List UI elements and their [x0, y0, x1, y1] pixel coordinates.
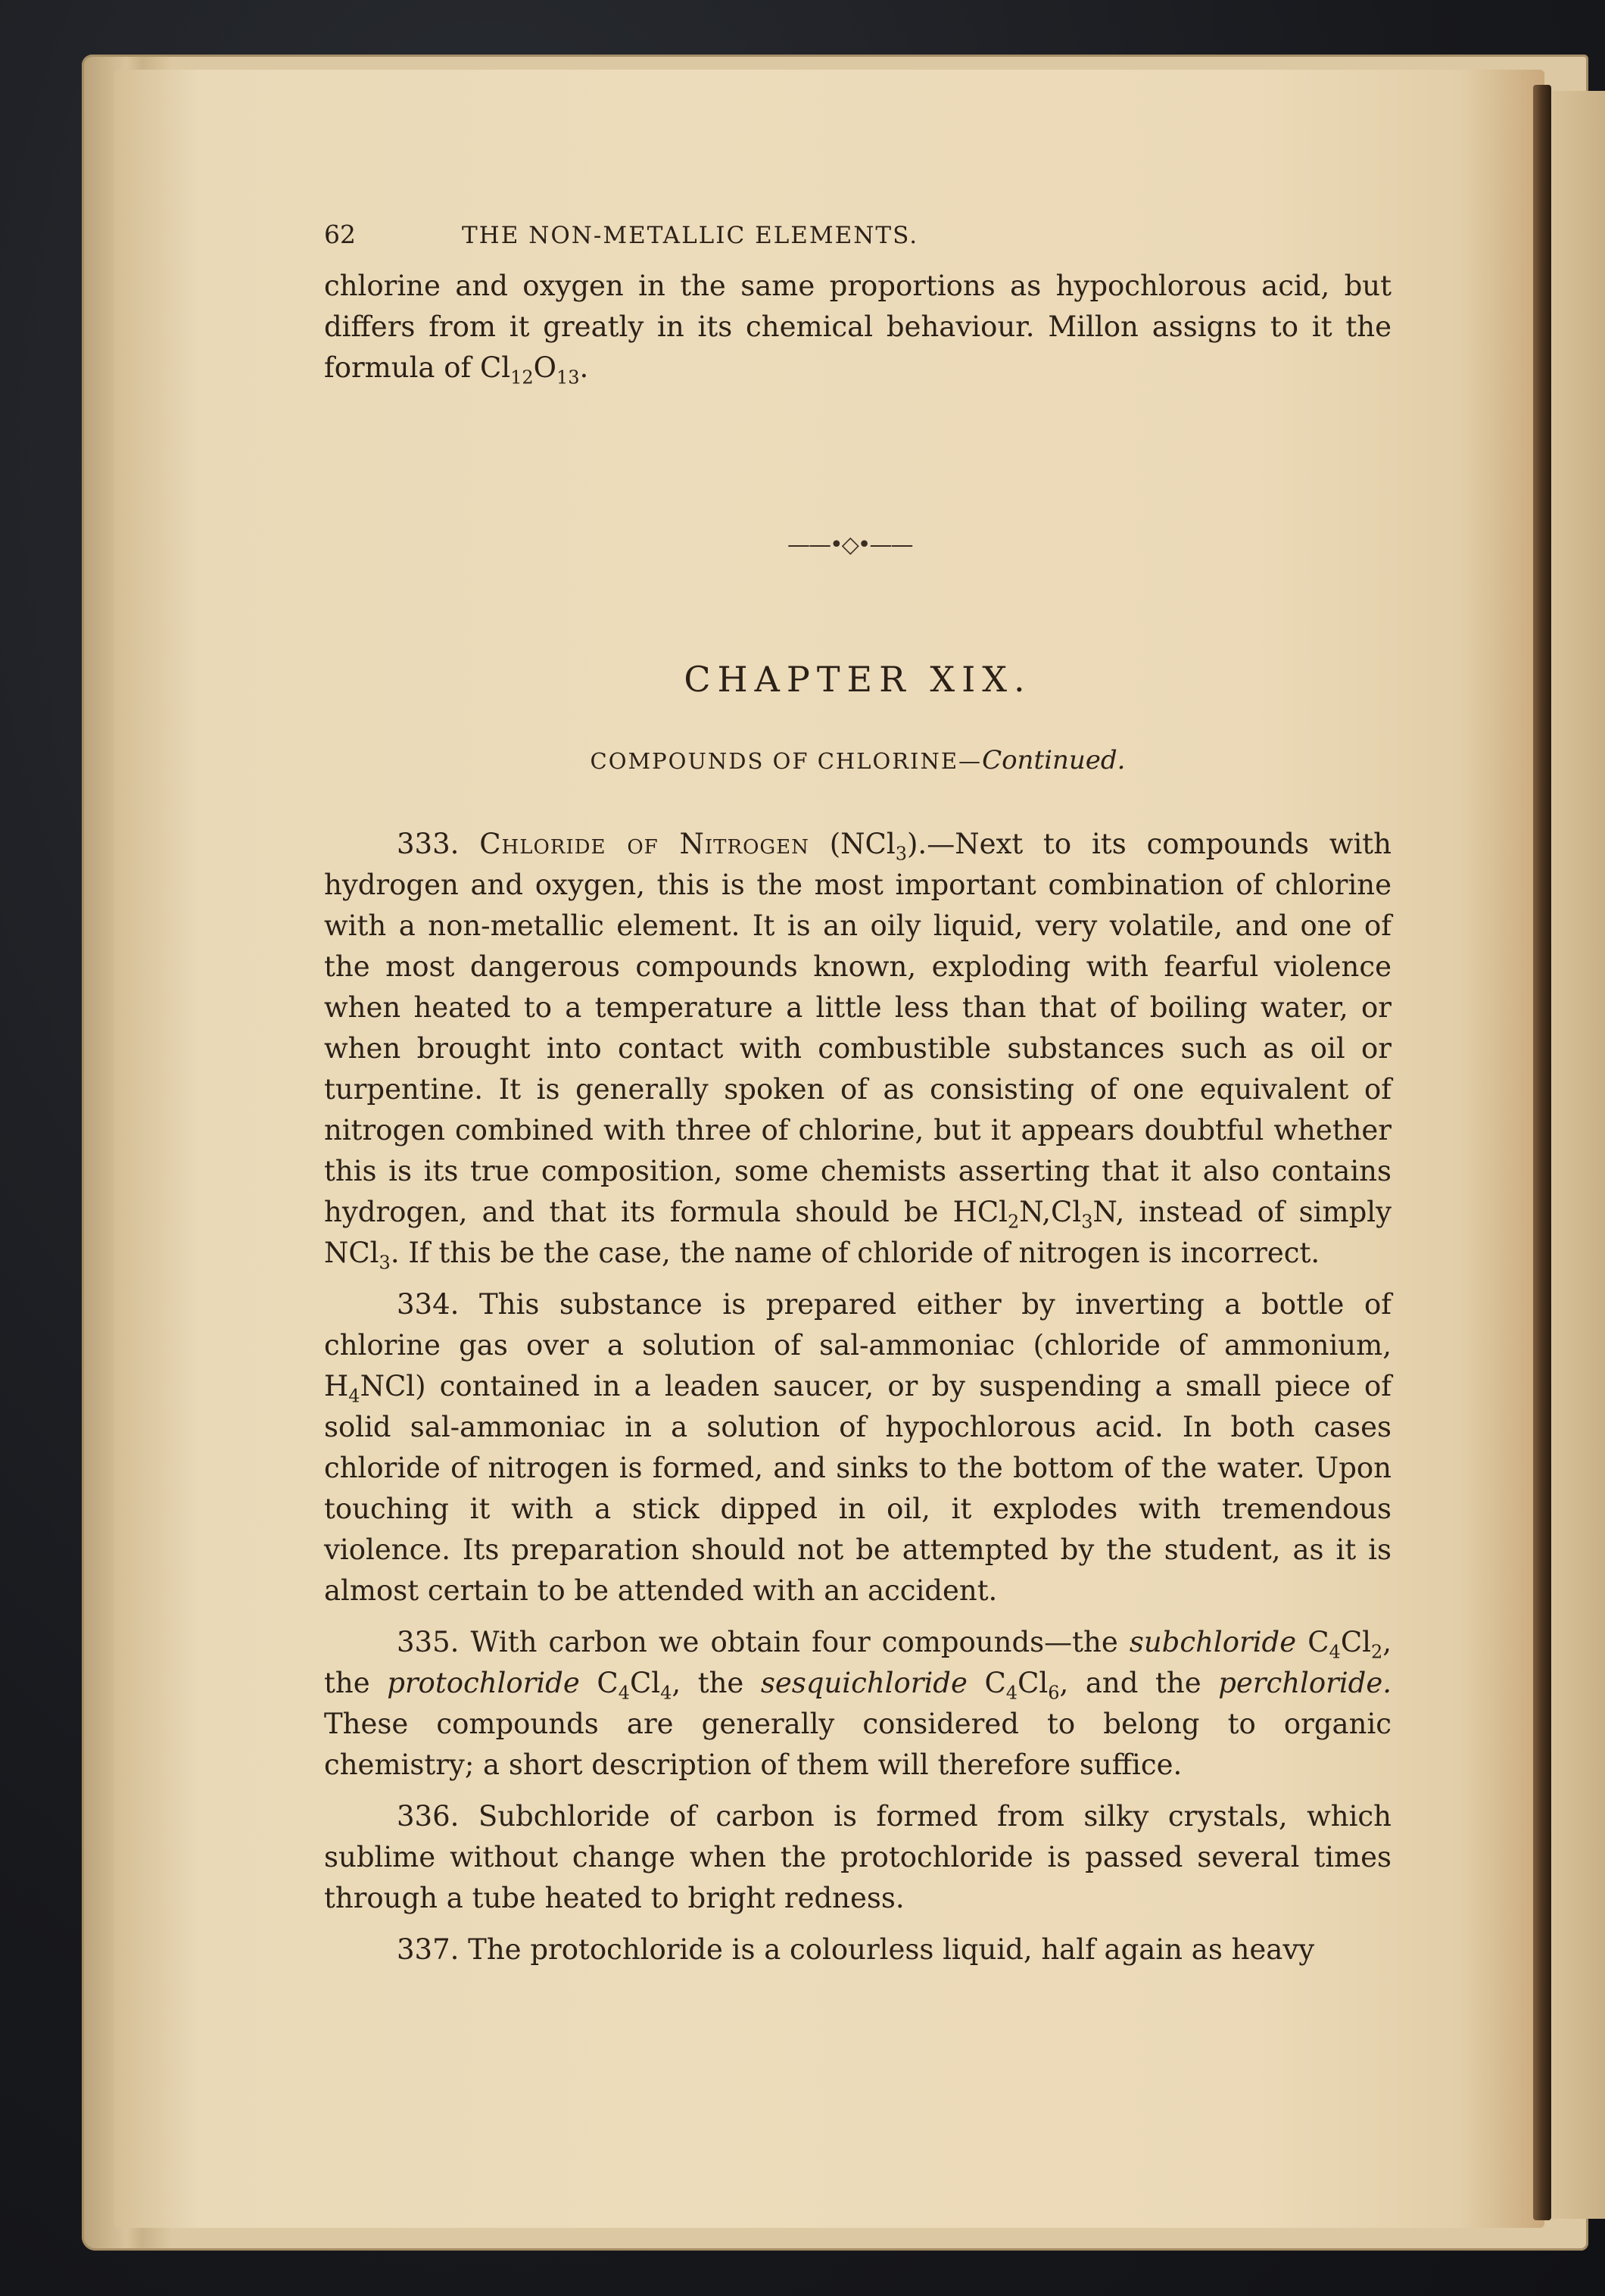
paragraph-334: 334. This substance is prepared either by inverting a bottle of chlorine gas over a solution of sal-ammoniac (chloride of ammonium, $H_4NCl$) contained in a leaden saucer, or by suspending a small piece of solid sal-ammoniac in a solution of hypochlorous acid. In both cases chloride of nitrogen is formed, and sinks to the bottom of the water. Upon touching it with a stick dipped in oil, it explodes with tremendous violence. Its preparation should not be attempted by the student, as it is almost certain to be attended with an accident.: [324, 1288, 1392, 1607]
paragraph-336: 336. Subchloride of carbon is formed from silky crystals, which sublime without change when the protochloride is passed several times through a tube heated to bright redness.: [324, 1800, 1392, 1914]
section-heading: Chloride of Nitrogen: [479, 828, 809, 860]
running-title: THE NON-METALLIC ELEMENTS.: [462, 222, 919, 249]
page-top: [324, 220, 1392, 388]
paragraph-333: 333. Chloride of Nitrogen (NCl$_3$).—Next to its compounds with hydrogen and oxygen, this is the most important combination of chlorine with a non-metallic element. It is an oily liquid, very volatile, and one of the most dangerous compounds known, exploding with fearful violence when heated to a temperature a little less than that of boiling water, or when brought into contact with combustible substances such as oil or turpentine. It is generally spoken of as consisting of one equivalent of nitrogen combined with three of chlorine, but it appears doubtful whether this is its true composition, some chemists asserting that it also contains hydrogen, and that its formula should be $HCl_2N,Cl_3N$, instead of simply NCl$_3$. If this be the case, the name of chloride of nitrogen is incorrect.: [324, 828, 1392, 1274]
running-head: [324, 220, 1096, 249]
chapter-subtitle: COMPOUNDS OF CHLORINE—Continued.: [590, 745, 1126, 775]
page-number: 62: [324, 220, 356, 249]
paragraph-335: 335. With carbon we obtain four compounds—the subchloride $C_4Cl_2$, the protochloride $C_4Cl_4$, the sesquichloride $C_4Cl_6$, and the perchloride. These compounds are generally considered to belong to organic chemistry; a short description of them will therefore suffice.: [324, 1626, 1392, 1781]
section-ornament: ——•◇•——: [787, 532, 912, 558]
chapter-body: [324, 824, 1392, 1981]
facing-page-edge: [1552, 91, 1605, 2219]
chapter-title: CHAPTER XIX.: [684, 659, 1032, 700]
paragraph-337: 337. The protochloride is a colourless liquid, half again as heavy: [397, 1933, 1315, 1966]
continued-paragraph: chlorine and oxygen in the same proportions as hypochlorous acid, but differs from it greatly in its chemical behaviour. Millon assigns to it the formula of $Cl_{12}O_{13}$.: [324, 270, 1392, 388]
book-gutter: [1533, 85, 1551, 2220]
